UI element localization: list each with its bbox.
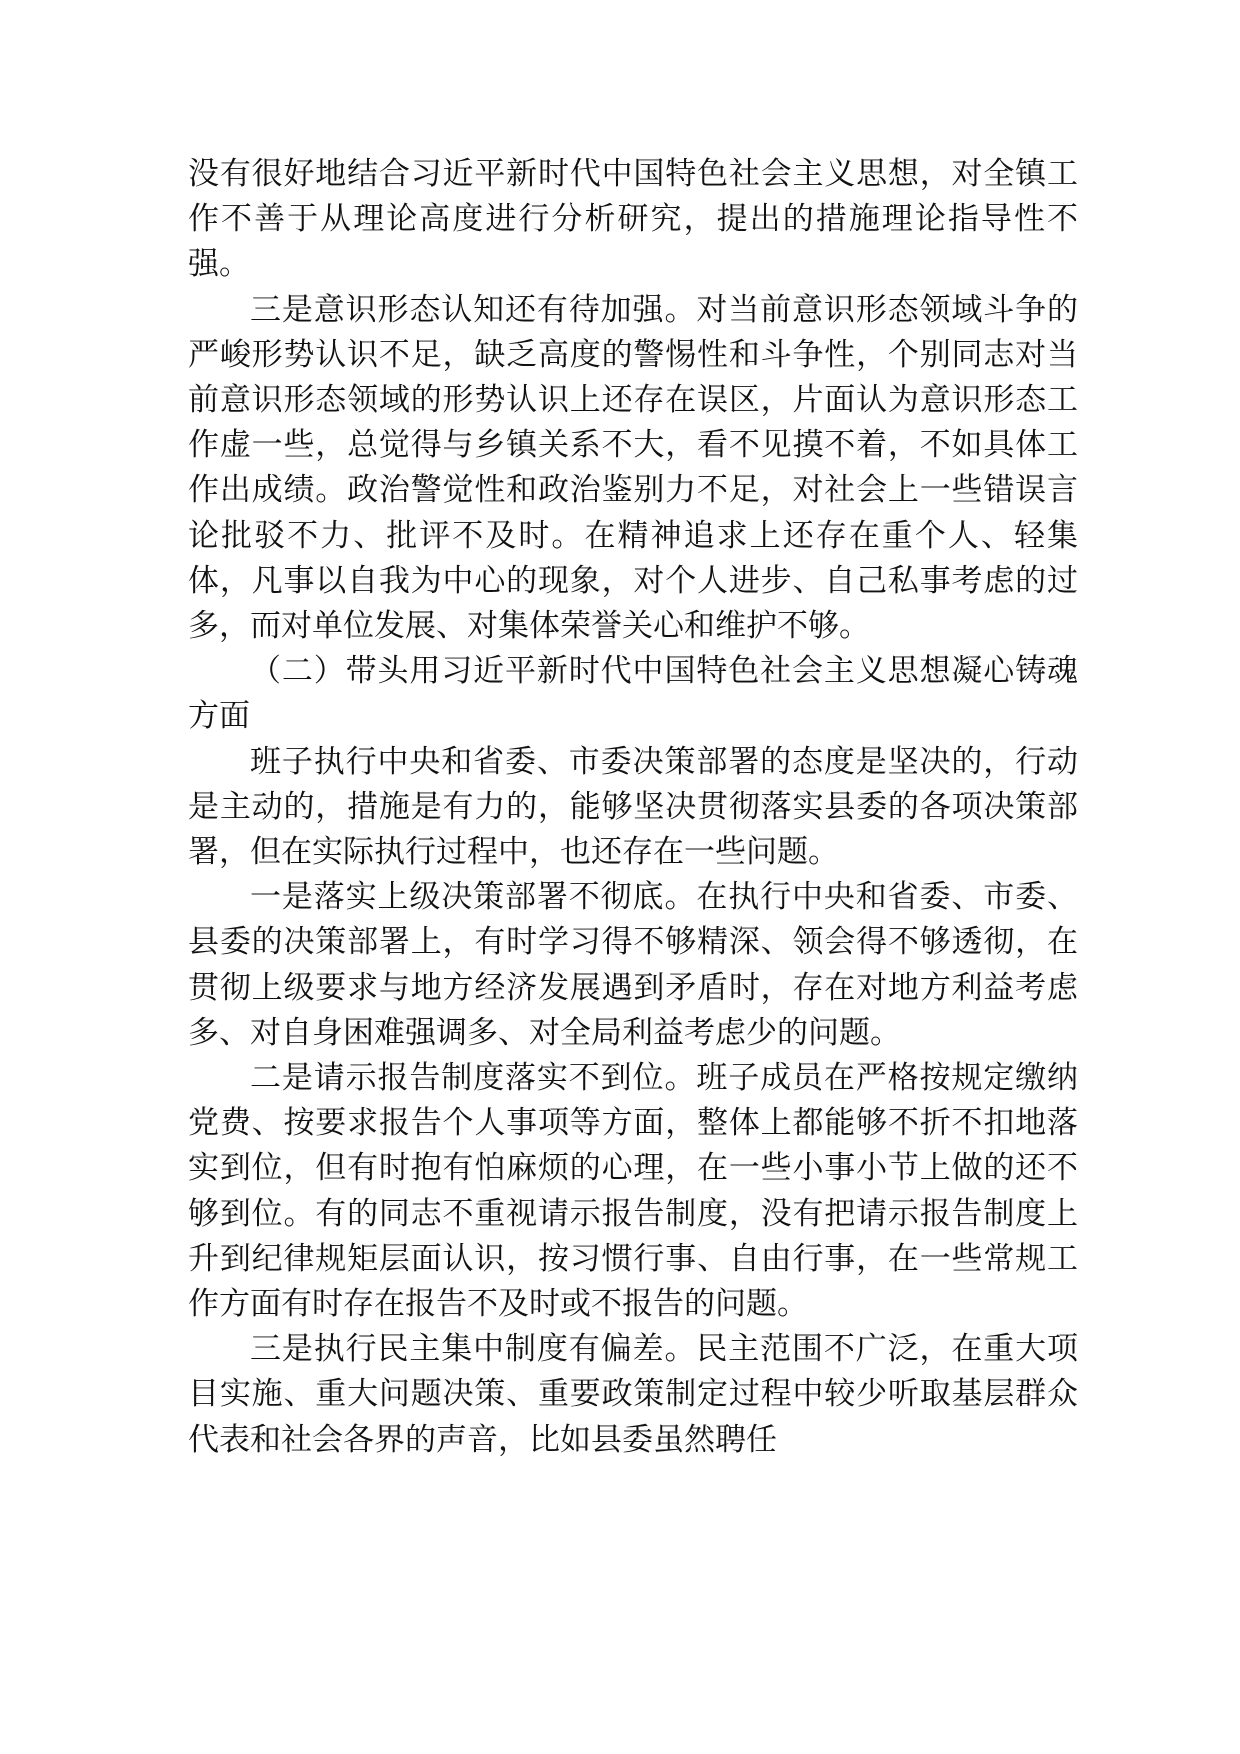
- paragraph-reporting-system: 二是请示报告制度落实不到位。班子成员在严格按规定缴纳党费、按要求报告个人事项等方面，整体上都能够不折不扣地落实到位，但有时抱有怕麻烦的心理，在一些小事小节上做的还不够到位。有的同志不重视请示报告制度，没有把请示报告制度上升到纪律规矩层面认识，按习惯行事、自由行事，在一些常规工作方面有时存在报告不及时或不报告的问题。: [188, 1060, 1078, 1323]
- paragraph-continuation: 没有很好地结合习近平新时代中国特色社会主义思想，对全镇工作不善于从理论高度进行分析研究，提出的措施理论指导性不强。: [188, 156, 1078, 283]
- paragraph-ideology-awareness: 三是意识形态认知还有待加强。对当前意识形态领域斗争的严峻形势认识不足，缺乏高度的警惕性和斗争性，个别同志对当前意识形态领域的形势认识上还存在误区，片面认为意识形态工作虚一些，总觉得与乡镇关系不大，看不见摸不着，不如具体工作出成绩。政治警觉性和政治鉴别力不足，对社会上一些错误言论批驳不力、批评不及时。在精神追求上还存在重个人、轻集体，凡事以自我为中心的现象，对个人进步、自己私事考虑的过多，而对单位发展、对集体荣誉关心和维护不够。: [188, 291, 1078, 645]
- paragraph-team-execution: 班子执行中央和省委、市委决策部署的态度是坚决的，行动是主动的，措施是有力的，能够坚决贯彻落实县委的各项决策部署，但在实际执行过程中，也还存在一些问题。: [188, 743, 1078, 871]
- paragraph-democratic-centralism: 三是执行民主集中制度有偏差。民主范围不广泛，在重大项目实施、重大问题决策、重要政策制定过程中较少听取基层群众代表和社会各界的声音，比如县委虽然聘任: [188, 1331, 1078, 1458]
- paragraph-implementation: 一是落实上级决策部署不彻底。在执行中央和省委、市委、县委的决策部署上，有时学习得不够精深、领会得不够透彻，在贯彻上级要求与地方经济发展遇到矛盾时，存在对地方利益考虑多、对自身困难强调多、对全局利益考虑少的问题。: [188, 879, 1078, 1051]
- document-body: [188, 152, 1078, 1463]
- section-heading-2: （二）带头用习近平新时代中国特色社会主义思想凝心铸魂方面: [188, 653, 1078, 735]
